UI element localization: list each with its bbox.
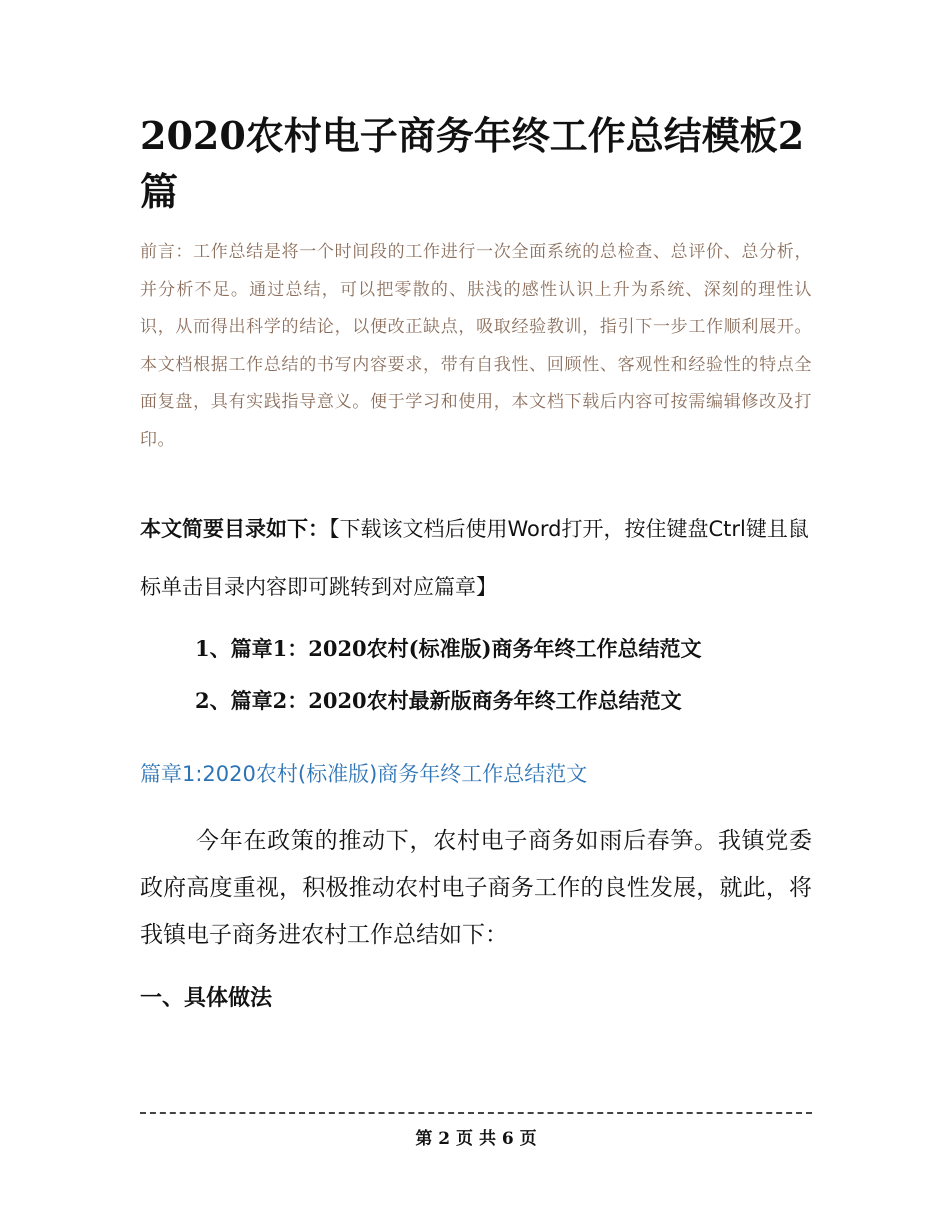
chapter-1-intro-paragraph: 今年在政策的推动下，农村电子商务如雨后春笋。我镇党委政府高度重视，积极推动农村电子商务工作的良性发展，就此，将我镇电子商务进农村工作总结如下：: [140, 828, 812, 948]
chapter-1-heading: 篇章1:2020农村(标准版)商务年终工作总结范文: [140, 762, 588, 786]
document-title: 2020农村电子商务年终工作总结模板2篇: [140, 113, 805, 214]
footer-divider: [140, 1112, 812, 1114]
toc-intro: [140, 500, 812, 616]
page-number-label: 第 2 页 共 6 页: [415, 1129, 537, 1149]
toc-list: [195, 623, 815, 727]
preface-paragraph: 前言：工作总结是将一个时间段的工作进行一次全面系统的总检查、总评价、总分析，并分析不足。通过总结，可以把零散的、肤浅的感性认识上升为系统、深刻的理性认识，从而得出科学的结论，以便改正缺点，吸取经验教训，指引下一步工作顺利展开。本文档根据工作总结的书写内容要求，带有自我性、回顾性、客观性和经验性的特点全面复盘，具有实践指导意义。便于学习和使用，本文档下载后内容可按需编辑修改及打印。: [140, 242, 812, 450]
section-1-heading: 一、具体做法: [140, 985, 273, 1011]
toc-lead: 本文简要目录如下：: [140, 517, 329, 541]
toc-item-chapter-2[interactable]: 2、篇章2：2020农村最新版商务年终工作总结范文: [195, 688, 682, 713]
toc-item-chapter-1[interactable]: 1、篇章1：2020农村(标准版)商务年终工作总结范文: [195, 636, 702, 661]
toc-note: 【下载该文档后使用Word打开，按住键盘Ctrl键且鼠标单击目录内容即可跳转到对应篇章】: [140, 517, 809, 599]
